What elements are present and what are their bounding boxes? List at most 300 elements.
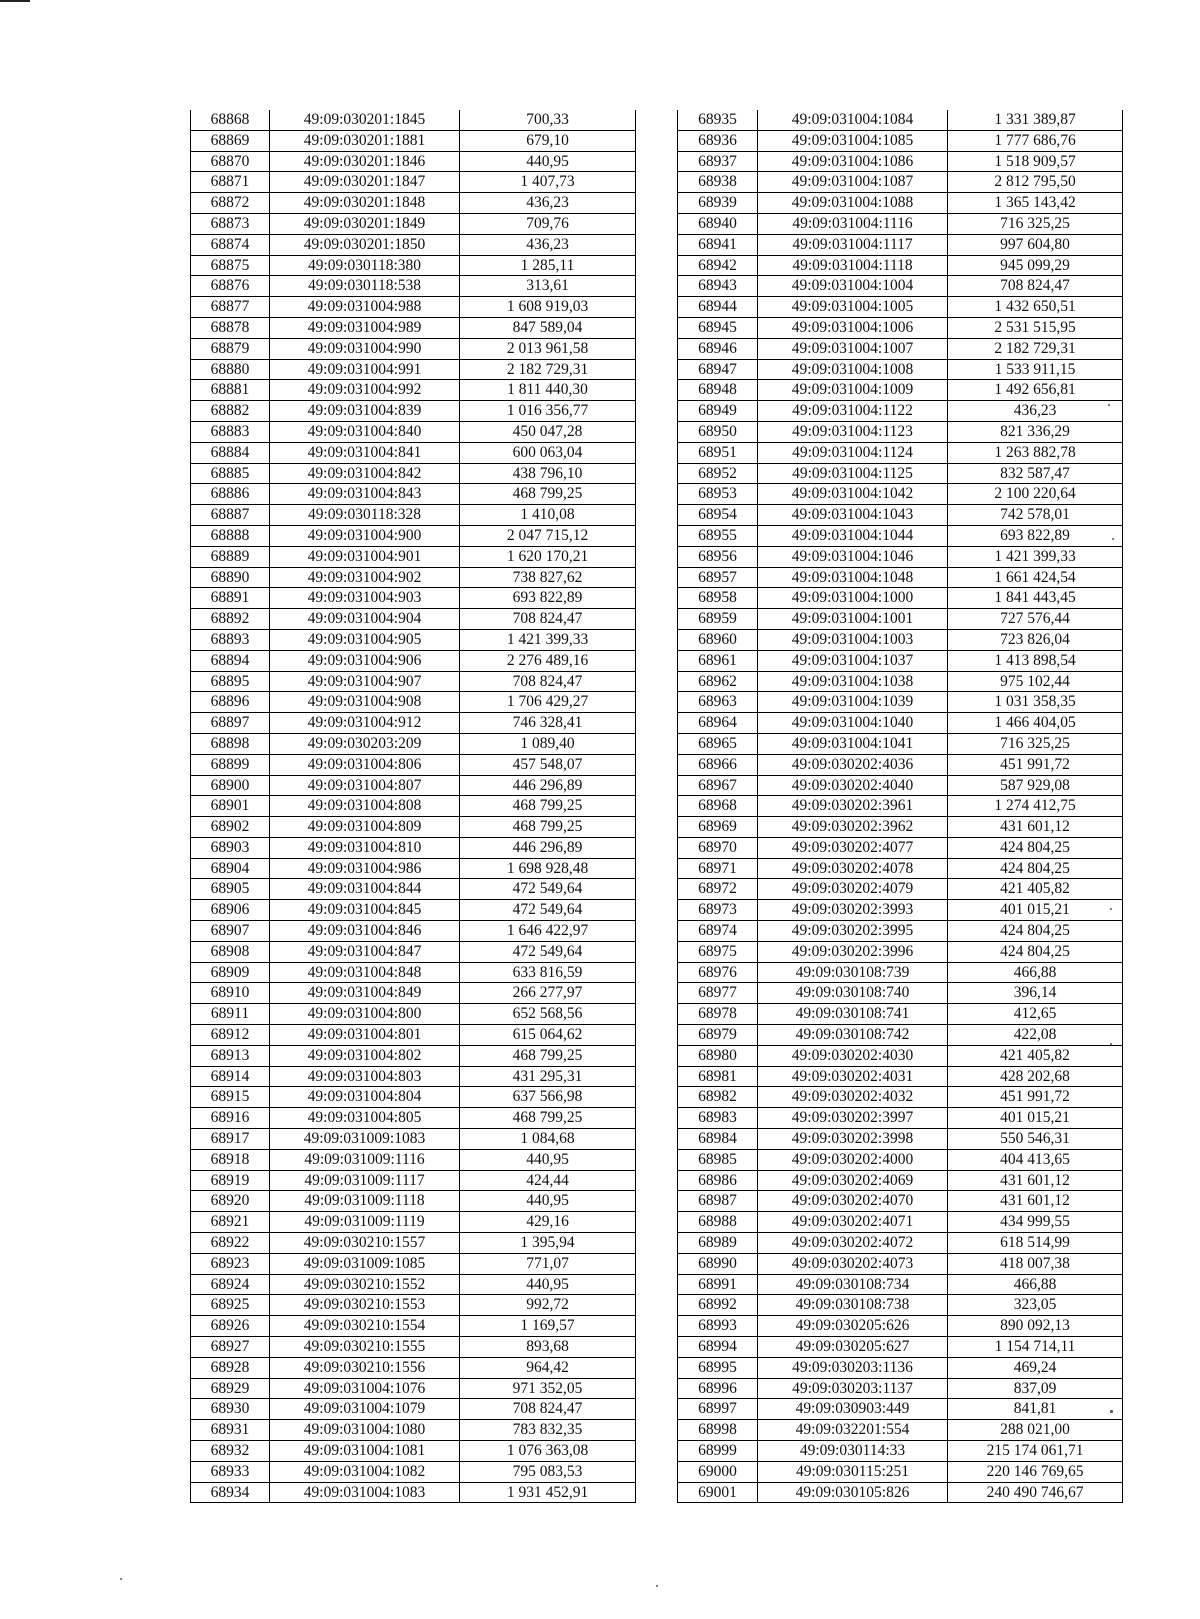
scan-speck <box>120 1578 122 1580</box>
table-row <box>191 671 636 692</box>
record-number-cell: 68890 <box>191 567 270 588</box>
record-number-cell: 68882 <box>191 401 270 422</box>
cadastral-number-cell: 49:09:031004:1117 <box>758 234 948 255</box>
record-number-cell: 68971 <box>678 858 758 879</box>
table-row <box>191 1357 636 1378</box>
cadastral-number-cell: 49:09:031009:1085 <box>270 1253 460 1274</box>
cadastral-number-cell: 49:09:031004:990 <box>270 338 460 359</box>
cadastral-number-cell: 49:09:030108:741 <box>758 1004 948 1025</box>
value-cell: 466,88 <box>948 1274 1123 1295</box>
cadastral-number-cell: 49:09:030203:1136 <box>758 1357 948 1378</box>
cadastral-number-cell: 49:09:030202:3961 <box>758 796 948 817</box>
record-number-cell: 68958 <box>678 588 758 609</box>
value-cell: 424 804,25 <box>948 941 1123 962</box>
table-row <box>678 796 1123 817</box>
cadastral-number-cell: 49:09:031004:800 <box>270 1004 460 1025</box>
value-cell: 716 325,25 <box>948 213 1123 234</box>
cadastral-number-cell: 49:09:031004:842 <box>270 463 460 484</box>
value-cell: 2 182 729,31 <box>460 359 636 380</box>
cadastral-number-cell: 49:09:031004:809 <box>270 817 460 838</box>
table-row <box>678 1482 1123 1503</box>
cadastral-number-cell: 49:09:030108:734 <box>758 1274 948 1295</box>
table-row <box>678 775 1123 796</box>
value-cell: 992,72 <box>460 1295 636 1316</box>
cadastral-number-cell: 49:09:031004:1084 <box>758 110 948 130</box>
record-number-cell: 68985 <box>678 1149 758 1170</box>
record-number-cell: 68871 <box>191 172 270 193</box>
table-row <box>191 1482 636 1503</box>
record-number-cell: 68902 <box>191 817 270 838</box>
record-number-cell: 68944 <box>678 297 758 318</box>
table-row <box>191 733 636 754</box>
cadastral-number-cell: 49:09:030202:3962 <box>758 817 948 838</box>
cadastral-number-cell: 49:09:031004:1082 <box>270 1461 460 1482</box>
value-cell: 429,16 <box>460 1212 636 1233</box>
record-number-cell: 68967 <box>678 775 758 796</box>
record-number-cell: 68915 <box>191 1087 270 1108</box>
value-cell: 472 549,64 <box>460 941 636 962</box>
record-number-cell: 68980 <box>678 1045 758 1066</box>
record-number-cell: 68923 <box>191 1253 270 1274</box>
record-number-cell: 68879 <box>191 338 270 359</box>
value-cell: 1 031 358,35 <box>948 692 1123 713</box>
scan-speck <box>1110 908 1112 910</box>
record-number-cell: 68972 <box>678 879 758 900</box>
record-number-cell: 68899 <box>191 754 270 775</box>
value-cell: 1 698 928,48 <box>460 858 636 879</box>
record-number-cell: 68994 <box>678 1337 758 1358</box>
table-row <box>191 1004 636 1025</box>
value-cell: 771,07 <box>460 1253 636 1274</box>
table-row <box>678 338 1123 359</box>
record-number-cell: 68954 <box>678 505 758 526</box>
table-row <box>191 234 636 255</box>
cadastral-number-cell: 49:09:030205:626 <box>758 1316 948 1337</box>
value-cell: 727 576,44 <box>948 609 1123 630</box>
record-number-cell: 68939 <box>678 193 758 214</box>
table-row <box>678 1233 1123 1254</box>
cadastral-number-cell: 49:09:031004:845 <box>270 900 460 921</box>
value-cell: 1 620 170,21 <box>460 546 636 567</box>
cadastral-number-cell: 49:09:031004:1124 <box>758 442 948 463</box>
table-row <box>191 193 636 214</box>
record-number-cell: 68878 <box>191 317 270 338</box>
record-number-cell: 68880 <box>191 359 270 380</box>
cadastral-number-cell: 49:09:031004:1081 <box>270 1441 460 1462</box>
value-cell: 2 100 220,64 <box>948 484 1123 505</box>
value-cell: 1 492 656,81 <box>948 380 1123 401</box>
record-number-cell: 68984 <box>678 1129 758 1150</box>
value-cell: 396,14 <box>948 983 1123 1004</box>
cadastral-number-cell: 49:09:031004:1076 <box>270 1378 460 1399</box>
value-cell: 587 929,08 <box>948 775 1123 796</box>
record-number-cell: 68998 <box>678 1420 758 1441</box>
value-cell: 708 824,47 <box>460 671 636 692</box>
scan-speck <box>1110 1410 1113 1413</box>
value-cell: 1 274 412,75 <box>948 796 1123 817</box>
record-number-cell: 68969 <box>678 817 758 838</box>
table-row <box>191 276 636 297</box>
cadastral-number-cell: 49:09:030903:449 <box>758 1399 948 1420</box>
value-cell: 821 336,29 <box>948 421 1123 442</box>
table-row <box>678 484 1123 505</box>
cadastral-number-cell: 49:09:030201:1848 <box>270 193 460 214</box>
record-number-cell: 68875 <box>191 255 270 276</box>
table-row <box>678 1316 1123 1337</box>
data-table <box>190 110 636 1503</box>
cadastral-number-cell: 49:09:031004:991 <box>270 359 460 380</box>
table-row <box>191 1149 636 1170</box>
record-number-cell: 68968 <box>678 796 758 817</box>
record-number-cell: 68935 <box>678 110 758 130</box>
value-cell: 837,09 <box>948 1378 1123 1399</box>
table-row <box>191 1170 636 1191</box>
table-row <box>191 525 636 546</box>
record-number-cell: 68924 <box>191 1274 270 1295</box>
table-row <box>678 650 1123 671</box>
table-row <box>191 879 636 900</box>
record-number-cell: 68942 <box>678 255 758 276</box>
value-cell: 450 047,28 <box>460 421 636 442</box>
value-cell: 841,81 <box>948 1399 1123 1420</box>
table-row <box>678 1357 1123 1378</box>
cadastral-number-cell: 49:09:031004:1116 <box>758 213 948 234</box>
cadastral-number-cell: 49:09:030210:1556 <box>270 1357 460 1378</box>
table-row <box>678 629 1123 650</box>
table-row <box>678 151 1123 172</box>
table-row <box>678 817 1123 838</box>
value-cell: 288 021,00 <box>948 1420 1123 1441</box>
cadastral-number-cell: 49:09:031004:904 <box>270 609 460 630</box>
table-row <box>678 1191 1123 1212</box>
record-number-cell: 68913 <box>191 1045 270 1066</box>
table-row <box>678 962 1123 983</box>
table-row <box>191 1274 636 1295</box>
record-number-cell: 68900 <box>191 775 270 796</box>
table-row <box>678 172 1123 193</box>
value-cell: 1 661 424,54 <box>948 567 1123 588</box>
table-row <box>191 1212 636 1233</box>
cadastral-number-cell: 49:09:031004:901 <box>270 546 460 567</box>
value-cell: 457 548,07 <box>460 754 636 775</box>
record-number-cell: 68976 <box>678 962 758 983</box>
cadastral-number-cell: 49:09:031004:1079 <box>270 1399 460 1420</box>
value-cell: 2 812 795,50 <box>948 172 1123 193</box>
value-cell: 890 092,13 <box>948 1316 1123 1337</box>
cadastral-number-cell: 49:09:030115:251 <box>758 1461 948 1482</box>
table-row <box>678 421 1123 442</box>
cadastral-number-cell: 49:09:030118:328 <box>270 505 460 526</box>
table-row <box>678 692 1123 713</box>
value-cell: 652 568,56 <box>460 1004 636 1025</box>
value-cell: 468 799,25 <box>460 484 636 505</box>
record-number-cell: 68901 <box>191 796 270 817</box>
value-cell: 2 047 715,12 <box>460 525 636 546</box>
table-row <box>191 1378 636 1399</box>
cadastral-number-cell: 49:09:031004:846 <box>270 921 460 942</box>
table-row <box>191 317 636 338</box>
record-number-cell: 68869 <box>191 130 270 151</box>
value-cell: 469,24 <box>948 1357 1123 1378</box>
record-number-cell: 68940 <box>678 213 758 234</box>
table-row <box>191 255 636 276</box>
cadastral-number-cell: 49:09:031004:912 <box>270 713 460 734</box>
table-row <box>191 1087 636 1108</box>
value-cell: 550 546,31 <box>948 1129 1123 1150</box>
record-number-cell: 68938 <box>678 172 758 193</box>
record-number-cell: 68881 <box>191 380 270 401</box>
record-number-cell: 68997 <box>678 1399 758 1420</box>
cadastral-number-cell: 49:09:031004:1040 <box>758 713 948 734</box>
cadastral-number-cell: 49:09:031004:992 <box>270 380 460 401</box>
record-number-cell: 68931 <box>191 1420 270 1441</box>
record-number-cell: 68974 <box>678 921 758 942</box>
value-cell: 716 325,25 <box>948 733 1123 754</box>
value-cell: 633 816,59 <box>460 962 636 983</box>
cadastral-number-cell: 49:09:030203:1137 <box>758 1378 948 1399</box>
record-number-cell: 68964 <box>678 713 758 734</box>
cadastral-number-cell: 49:09:031004:1080 <box>270 1420 460 1441</box>
table-row <box>678 609 1123 630</box>
cadastral-number-cell: 49:09:031004:988 <box>270 297 460 318</box>
value-cell: 2 531 515,95 <box>948 317 1123 338</box>
table-row <box>678 1149 1123 1170</box>
table-row <box>191 1108 636 1129</box>
value-cell: 466,88 <box>948 962 1123 983</box>
value-cell: 1 432 650,51 <box>948 297 1123 318</box>
value-cell: 893,68 <box>460 1337 636 1358</box>
cadastral-number-cell: 49:09:030201:1847 <box>270 172 460 193</box>
table-row <box>191 1461 636 1482</box>
record-number-cell: 68885 <box>191 463 270 484</box>
value-cell: 997 604,80 <box>948 234 1123 255</box>
table-row <box>191 297 636 318</box>
cadastral-number-cell: 49:09:031004:1122 <box>758 401 948 422</box>
table-row <box>678 733 1123 754</box>
cadastral-number-cell: 49:09:030202:4078 <box>758 858 948 879</box>
table-row <box>678 858 1123 879</box>
table-row <box>678 1461 1123 1482</box>
record-number-cell: 68986 <box>678 1170 758 1191</box>
value-cell: 1 285,11 <box>460 255 636 276</box>
table-row <box>191 941 636 962</box>
value-cell: 1 407,73 <box>460 172 636 193</box>
cadastral-number-cell: 49:09:030205:627 <box>758 1337 948 1358</box>
record-number-cell: 68911 <box>191 1004 270 1025</box>
cadastral-number-cell: 49:09:031004:1046 <box>758 546 948 567</box>
value-cell: 1 331 389,87 <box>948 110 1123 130</box>
register-table-left <box>190 110 636 1503</box>
value-cell: 424,44 <box>460 1170 636 1191</box>
value-cell: 440,95 <box>460 1274 636 1295</box>
record-number-cell: 68922 <box>191 1233 270 1254</box>
cadastral-number-cell: 49:09:030210:1555 <box>270 1337 460 1358</box>
cadastral-number-cell: 49:09:030108:742 <box>758 1025 948 1046</box>
record-number-cell: 68962 <box>678 671 758 692</box>
table-row <box>191 338 636 359</box>
cadastral-number-cell: 49:09:031004:808 <box>270 796 460 817</box>
table-row <box>191 1066 636 1087</box>
cadastral-number-cell: 49:09:031004:1000 <box>758 588 948 609</box>
cadastral-number-cell: 49:09:031004:839 <box>270 401 460 422</box>
record-number-cell: 68893 <box>191 629 270 650</box>
cadastral-number-cell: 49:09:031009:1083 <box>270 1129 460 1150</box>
table-row <box>191 1337 636 1358</box>
record-number-cell: 68990 <box>678 1253 758 1274</box>
value-cell: 431 601,12 <box>948 1170 1123 1191</box>
cadastral-number-cell: 49:09:031004:986 <box>270 858 460 879</box>
table-row <box>678 671 1123 692</box>
table-row <box>191 359 636 380</box>
cadastral-number-cell: 49:09:030202:4071 <box>758 1212 948 1233</box>
cadastral-number-cell: 49:09:031004:849 <box>270 983 460 1004</box>
cadastral-number-cell: 49:09:031004:1008 <box>758 359 948 380</box>
cadastral-number-cell: 49:09:031004:1086 <box>758 151 948 172</box>
record-number-cell: 68956 <box>678 546 758 567</box>
cadastral-number-cell: 49:09:031004:1043 <box>758 505 948 526</box>
cadastral-number-cell: 49:09:030202:3997 <box>758 1108 948 1129</box>
value-cell: 600 063,04 <box>460 442 636 463</box>
value-cell: 440,95 <box>460 1149 636 1170</box>
record-number-cell: 69000 <box>678 1461 758 1482</box>
value-cell: 412,65 <box>948 1004 1123 1025</box>
table-row <box>191 130 636 151</box>
record-number-cell: 68907 <box>191 921 270 942</box>
record-number-cell: 68917 <box>191 1129 270 1150</box>
record-number-cell: 68928 <box>191 1357 270 1378</box>
value-cell: 472 549,64 <box>460 900 636 921</box>
value-cell: 1 533 911,15 <box>948 359 1123 380</box>
record-number-cell: 68973 <box>678 900 758 921</box>
cadastral-number-cell: 49:09:031004:906 <box>270 650 460 671</box>
table-row <box>191 1316 636 1337</box>
table-row <box>191 796 636 817</box>
value-cell: 783 832,35 <box>460 1420 636 1441</box>
record-number-cell: 68908 <box>191 941 270 962</box>
record-number-cell: 68983 <box>678 1108 758 1129</box>
table-row <box>678 193 1123 214</box>
value-cell: 708 824,47 <box>460 1399 636 1420</box>
record-number-cell: 68999 <box>678 1441 758 1462</box>
value-cell: 742 578,01 <box>948 505 1123 526</box>
record-number-cell: 68965 <box>678 733 758 754</box>
record-number-cell: 68891 <box>191 588 270 609</box>
value-cell: 1 016 356,77 <box>460 401 636 422</box>
cadastral-number-cell: 49:09:030202:4040 <box>758 775 948 796</box>
record-number-cell: 68909 <box>191 962 270 983</box>
value-cell: 693 822,89 <box>948 525 1123 546</box>
cadastral-number-cell: 49:09:031004:903 <box>270 588 460 609</box>
value-cell: 1 263 882,78 <box>948 442 1123 463</box>
value-cell: 693 822,89 <box>460 588 636 609</box>
value-cell: 1 413 898,54 <box>948 650 1123 671</box>
value-cell: 2 276 489,16 <box>460 650 636 671</box>
value-cell: 1 466 404,05 <box>948 713 1123 734</box>
table-row <box>678 213 1123 234</box>
table-row <box>678 234 1123 255</box>
record-number-cell: 68992 <box>678 1295 758 1316</box>
value-cell: 618 514,99 <box>948 1233 1123 1254</box>
value-cell: 1 089,40 <box>460 733 636 754</box>
table-row <box>678 1004 1123 1025</box>
table-row <box>678 1378 1123 1399</box>
scan-edge-mark <box>0 0 30 2</box>
table-row <box>678 1045 1123 1066</box>
cadastral-number-cell: 49:09:031004:1001 <box>758 609 948 630</box>
cadastral-number-cell: 49:09:030202:3996 <box>758 941 948 962</box>
table-row <box>678 505 1123 526</box>
cadastral-number-cell: 49:09:031004:1085 <box>758 130 948 151</box>
cadastral-number-cell: 49:09:030201:1850 <box>270 234 460 255</box>
record-number-cell: 68941 <box>678 234 758 255</box>
value-cell: 2 182 729,31 <box>948 338 1123 359</box>
value-cell: 746 328,41 <box>460 713 636 734</box>
cadastral-number-cell: 49:09:031004:807 <box>270 775 460 796</box>
value-cell: 215 174 061,71 <box>948 1441 1123 1462</box>
table-row <box>191 1191 636 1212</box>
record-number-cell: 68877 <box>191 297 270 318</box>
table-row <box>678 983 1123 1004</box>
record-number-cell: 68929 <box>191 1378 270 1399</box>
record-number-cell: 68889 <box>191 546 270 567</box>
table-row <box>191 484 636 505</box>
value-cell: 468 799,25 <box>460 817 636 838</box>
cadastral-number-cell: 49:09:030201:1845 <box>270 110 460 130</box>
cadastral-number-cell: 49:09:031004:1038 <box>758 671 948 692</box>
record-number-cell: 68925 <box>191 1295 270 1316</box>
record-number-cell: 69001 <box>678 1482 758 1503</box>
record-number-cell: 68943 <box>678 276 758 297</box>
cadastral-number-cell: 49:09:030210:1552 <box>270 1274 460 1295</box>
record-number-cell: 68916 <box>191 1108 270 1129</box>
cadastral-number-cell: 49:09:031004:1037 <box>758 650 948 671</box>
data-table <box>677 110 1123 1503</box>
value-cell: 1 811 440,30 <box>460 380 636 401</box>
record-number-cell: 68887 <box>191 505 270 526</box>
record-number-cell: 68896 <box>191 692 270 713</box>
cadastral-number-cell: 49:09:031004:841 <box>270 442 460 463</box>
value-cell: 451 991,72 <box>948 754 1123 775</box>
cadastral-number-cell: 49:09:031009:1116 <box>270 1149 460 1170</box>
value-cell: 440,95 <box>460 1191 636 1212</box>
cadastral-number-cell: 49:09:031004:802 <box>270 1045 460 1066</box>
table-row <box>191 421 636 442</box>
cadastral-number-cell: 49:09:030201:1881 <box>270 130 460 151</box>
cadastral-number-cell: 49:09:030202:4070 <box>758 1191 948 1212</box>
value-cell: 468 799,25 <box>460 1045 636 1066</box>
table-row <box>191 837 636 858</box>
table-row <box>678 1129 1123 1150</box>
record-number-cell: 68961 <box>678 650 758 671</box>
value-cell: 401 015,21 <box>948 1108 1123 1129</box>
table-row <box>191 110 636 130</box>
value-cell: 795 083,53 <box>460 1461 636 1482</box>
value-cell: 428 202,68 <box>948 1066 1123 1087</box>
cadastral-number-cell: 49:09:031009:1117 <box>270 1170 460 1191</box>
record-number-cell: 68979 <box>678 1025 758 1046</box>
record-number-cell: 68945 <box>678 317 758 338</box>
value-cell: 418 007,38 <box>948 1253 1123 1274</box>
cadastral-number-cell: 49:09:031004:900 <box>270 525 460 546</box>
scan-speck <box>1108 404 1110 406</box>
record-number-cell: 68950 <box>678 421 758 442</box>
cadastral-number-cell: 49:09:031004:1004 <box>758 276 948 297</box>
value-cell: 700,33 <box>460 110 636 130</box>
cadastral-number-cell: 49:09:031004:1042 <box>758 484 948 505</box>
value-cell: 446 296,89 <box>460 837 636 858</box>
table-row <box>191 713 636 734</box>
cadastral-number-cell: 49:09:031004:1087 <box>758 172 948 193</box>
